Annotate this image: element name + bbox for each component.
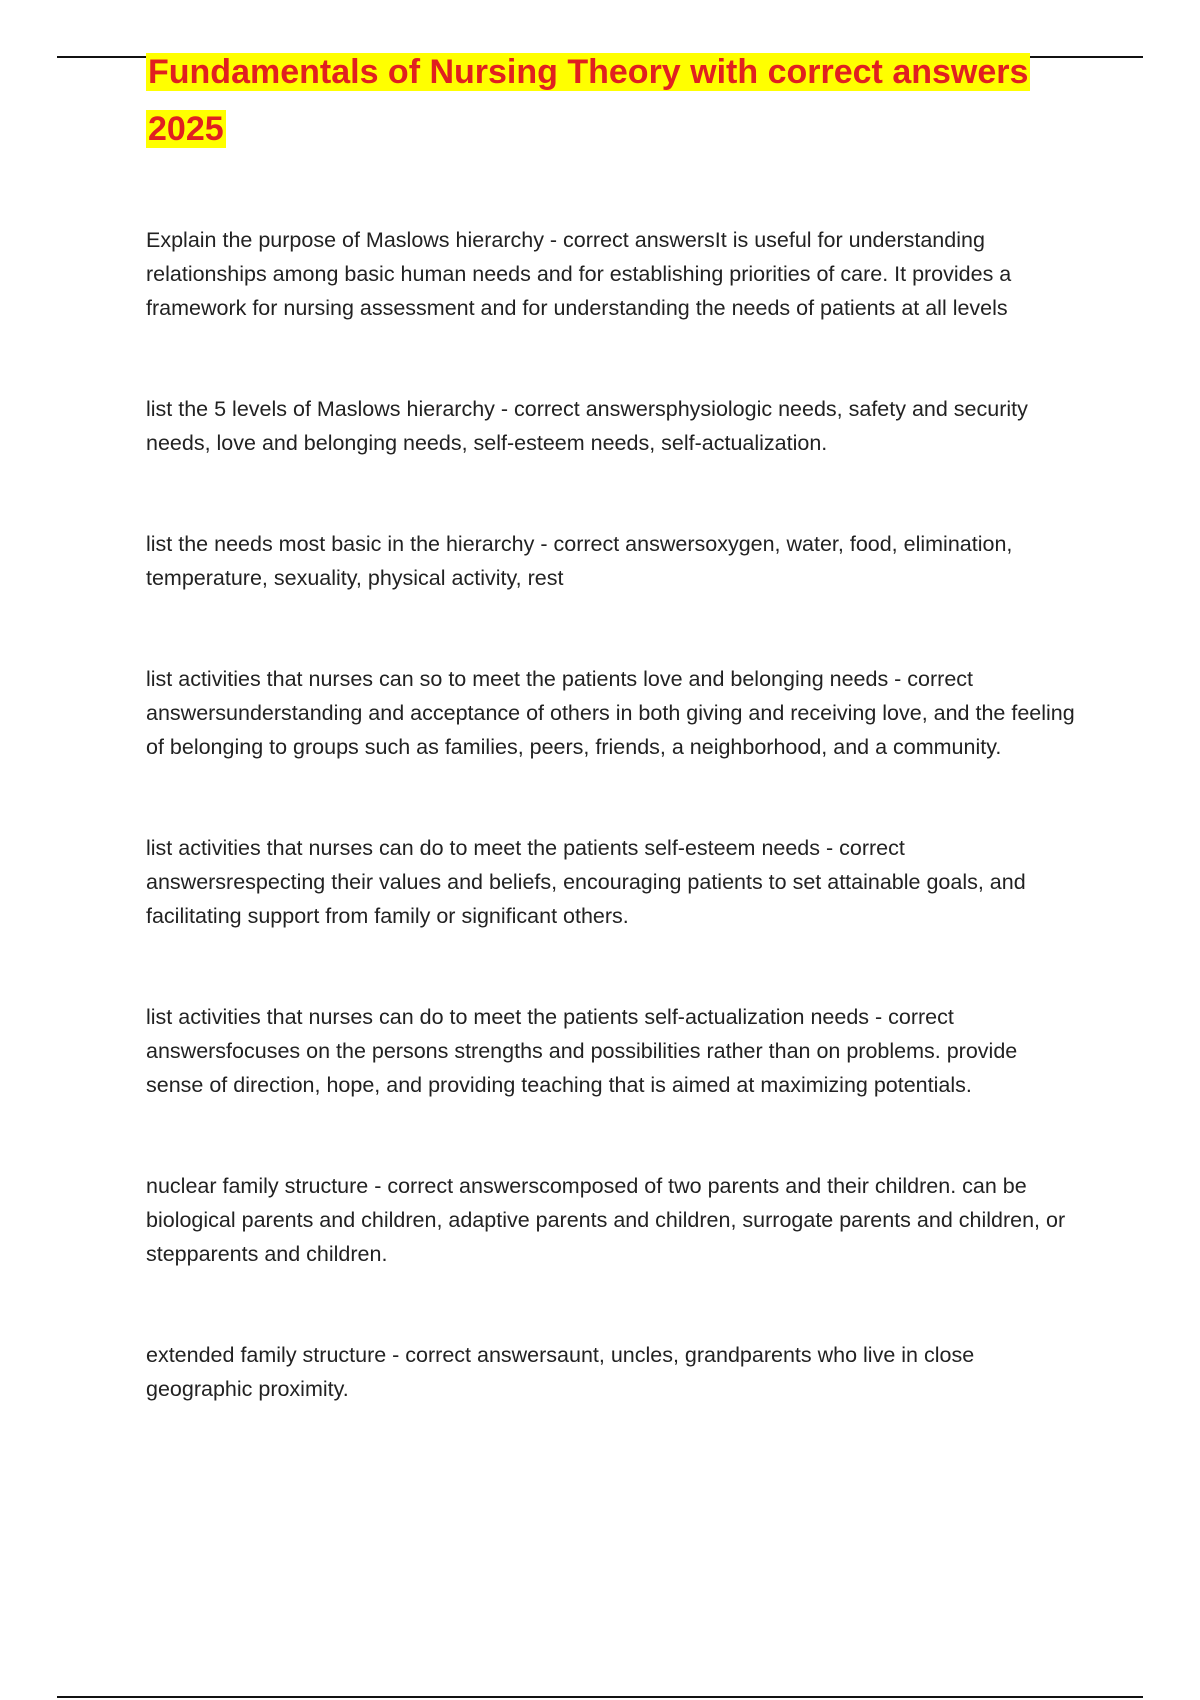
qa-entry-extended-family: extended family structure - correct answersaunt, uncles, grandparents who live in close geographic proximity. — [146, 1343, 975, 1401]
qa-entry-basic-needs: list the needs most basic in the hierarchy - correct answersoxygen, water, food, elimination, temperature, sexuality, physical activity, rest — [146, 532, 1013, 590]
qa-entry-maslow-purpose: Explain the purpose of Maslows hierarchy - correct answersIt is useful for understanding relationships among basic human needs and for establishing priorities of care. It provides a framework for nursing assessment and for understanding the needs of patients at all levels — [146, 228, 1012, 320]
qa-entry-nuclear-family: nuclear family structure - correct answerscomposed of two parents and their children. can be biological parents and children, adaptive parents and children, surrogate parents and children, or stepparents and children. — [146, 1174, 1066, 1266]
qa-entry-love-belonging: list activities that nurses can so to meet the patients love and belonging needs - correct answersunderstanding and acceptance of others in both giving and receiving love, and the feeling of belonging to groups such as families, peers, friends, a neighborhood, and a community. — [146, 667, 1075, 759]
qa-entry-self-esteem: list activities that nurses can do to meet the patients self-esteem needs - correct answersrespecting their values and beliefs, encouraging patients to set attainable goals, and facilitating support from family or significant others. — [146, 836, 1026, 928]
document-title — [146, 44, 1076, 158]
document-title-text: Fundamentals of Nursing Theory with correct answers 2025 — [148, 53, 1029, 148]
qa-entry-self-actualization: list activities that nurses can do to meet the patients self-actualization needs - correct answersfocuses on the persons strengths and possibilities rather than on problems. provide sense of direction, hope, and providing teaching that is aimed at maximizing potentials. — [146, 1005, 1018, 1097]
bottom-rule — [57, 1696, 1143, 1698]
document-body — [146, 223, 1076, 1406]
qa-entry-maslow-levels: list the 5 levels of Maslows hierarchy - correct answersphysiologic needs, safety and security needs, love and belonging needs, self-esteem needs, self-actualization. — [146, 397, 1028, 455]
